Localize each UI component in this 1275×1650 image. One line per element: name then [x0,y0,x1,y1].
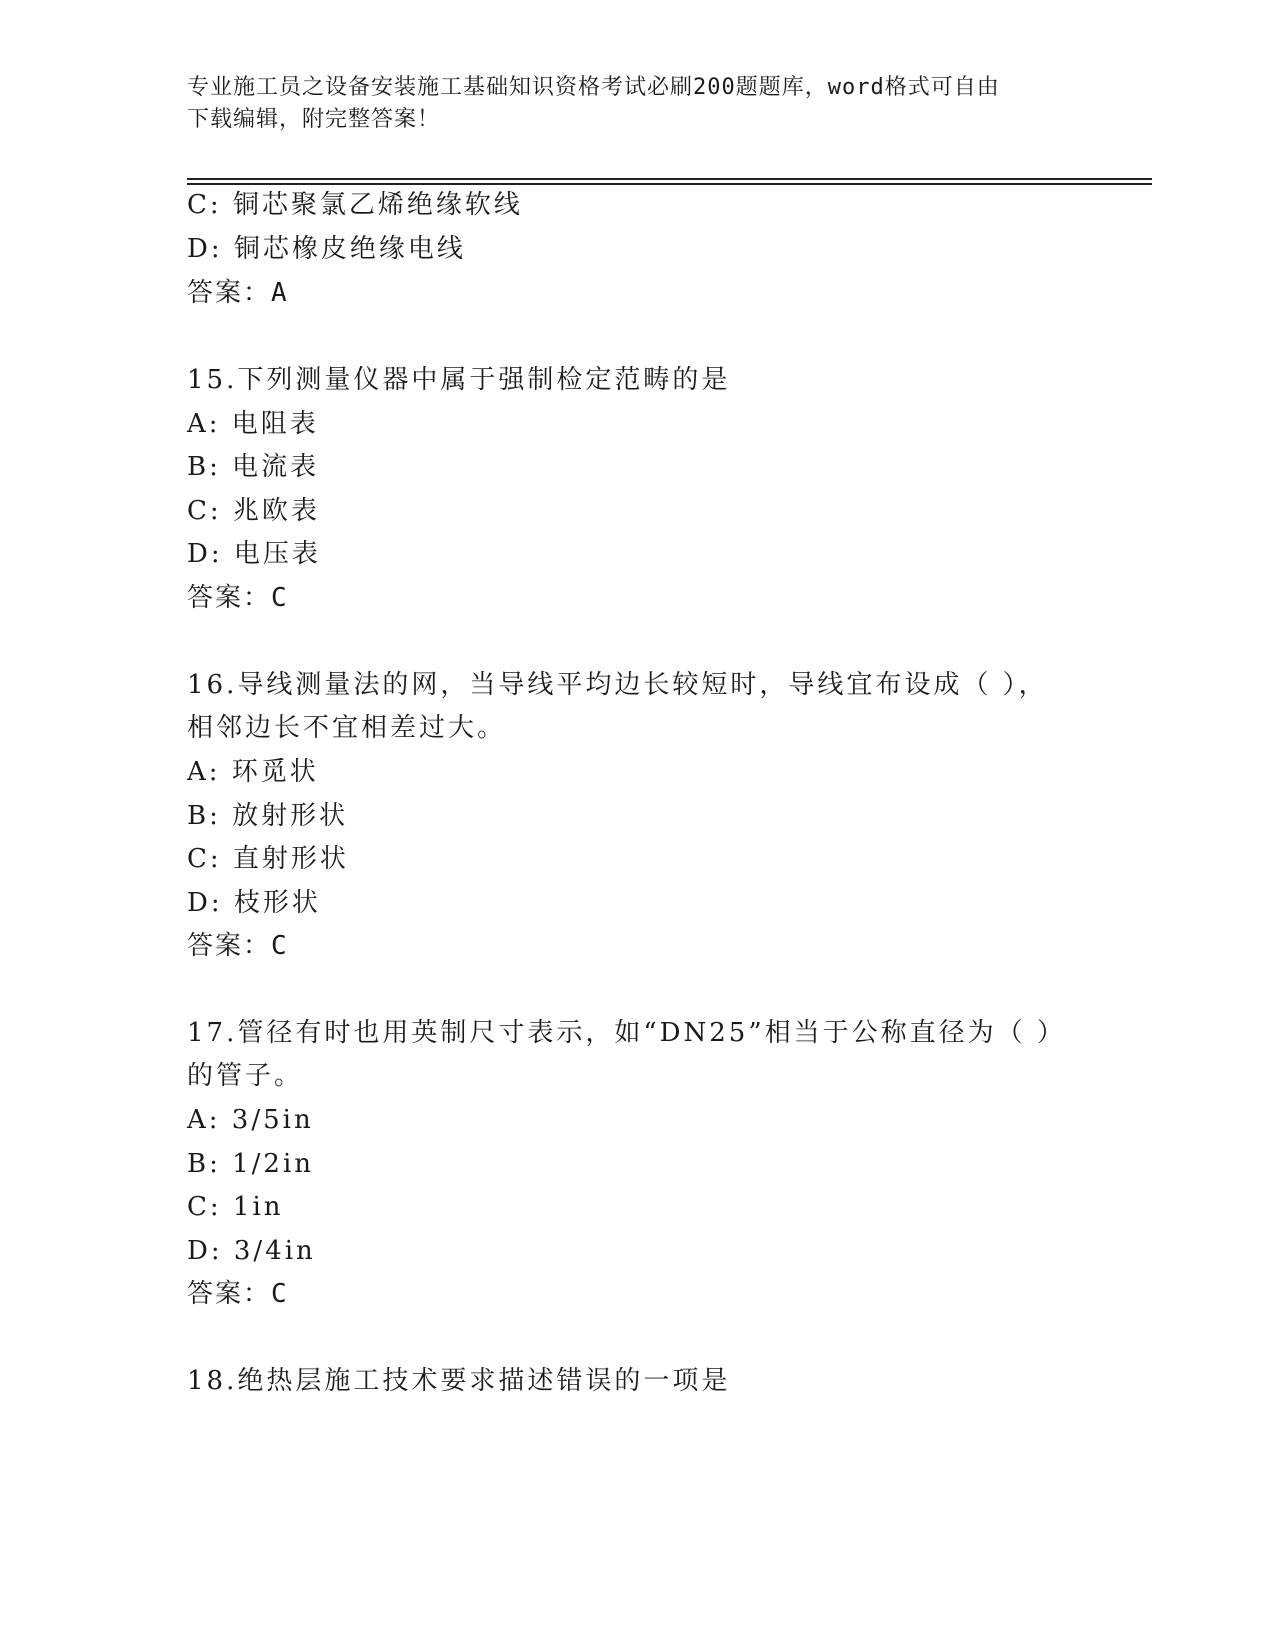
answer-label: 答案： [187,931,272,961]
q16-option-b: B: 放射形状 [187,801,349,831]
q14-option-c: C: 铜芯聚氯乙烯绝缘软线 [187,190,523,220]
q17-question-line-2: 的管子。 [187,1061,304,1091]
q15-answer [187,581,288,615]
document-header [187,72,1067,136]
answer-label: 答案： [187,583,272,613]
q16-answer [187,929,288,963]
q15-option-a: A: 电阻表 [187,409,319,439]
q15-option-b: B: 电流表 [187,452,320,482]
answer-label: 答案： [187,278,272,308]
q16-option-a: A: 环觅状 [187,757,319,787]
header-line-2: 下载编辑，附完整答案！ [187,107,441,132]
answer-value: A [271,278,288,308]
q16-question-line-1: 16.导线测量法的网，当导线平均边长较短时，导线宜布设成（ ）， [187,670,1048,700]
q14-answer [187,276,288,310]
header-line-1: 专业施工员之设备安装施工基础知识资格考试必刷200题题库，word格式可自由 [187,75,1000,100]
q17-answer [187,1277,288,1311]
answer-value: C [271,583,288,613]
header-rule-top [187,178,1152,180]
q16-question-line-2: 相邻边长不宜相差过大。 [187,713,507,743]
q14-option-d: D: 铜芯橡皮绝缘电线 [187,234,466,264]
q17-option-c: C: 1in [187,1192,284,1222]
q15-option-d: D: 电压表 [187,539,321,569]
q17-option-b: B: 1/2in [187,1149,315,1179]
q17-option-d: D: 3/4in [187,1236,316,1266]
q17-question-line-1: 17.管径有时也用英制尺寸表示，如“DN25”相当于公称直径为（ ） [187,1018,1066,1048]
q16-option-c: C: 直射形状 [187,844,349,874]
q17-option-a: A: 3/5in [187,1105,314,1135]
answer-value: C [271,1279,288,1309]
q16-option-d: D: 枝形状 [187,888,321,918]
header-rule-bottom [187,183,1152,185]
answer-label: 答案： [187,1279,272,1309]
answer-value: C [271,931,288,961]
q15-question: 15.下列测量仪器中属于强制检定范畴的是 [187,365,731,395]
q15-option-c: C: 兆欧表 [187,496,320,526]
q18-question: 18.绝热层施工技术要求描述错误的一项是 [187,1366,731,1396]
